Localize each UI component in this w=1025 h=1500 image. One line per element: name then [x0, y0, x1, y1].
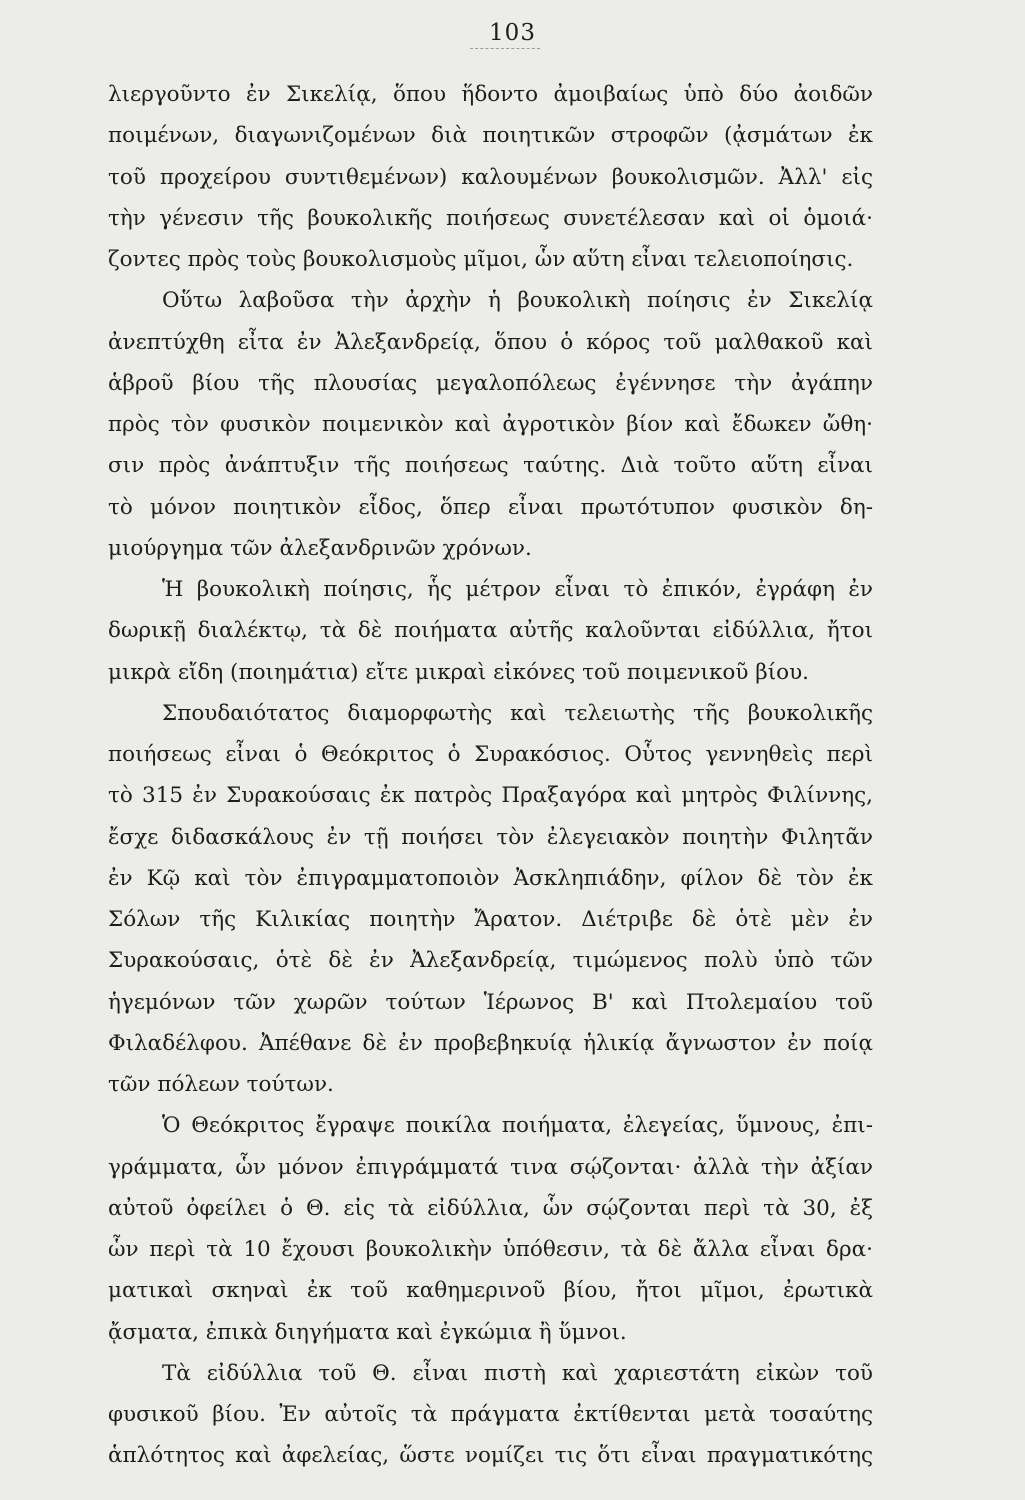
- text-line: πρὸς τὸν φυσικὸν ποιμενικὸν καὶ ἀγροτικὸν βίον καὶ ἔδωκεν ὤθη·: [108, 412, 873, 437]
- text-line: ζοντες πρὸς τοὺς βουκολισμοὺς μῖμοι, ὧν αὕτη εἶναι τελειοποίησις.: [108, 247, 854, 272]
- text-line: Φιλαδέλφου. Ἀπέθανε δὲ ἐν προβεβηκυίᾳ ἡλικίᾳ ἄγνωστον ἐν ποίᾳ: [108, 1030, 873, 1056]
- text-line: τὸ 315 ἐν Συρακούσαις ἐκ πατρὸς Πραξαγόρα καὶ μητρὸς Φιλίννης,: [108, 783, 873, 809]
- text-line: Ὁ Θεόκριτος ἔγραψε ποικίλα ποιήματα, ἐλεγείας, ὕμνους, ἐπι-: [162, 1113, 873, 1139]
- text-line: ὧν περὶ τὰ 10 ἔχουσι βουκολικὴν ὑπόθεσιν, τὰ δὲ ἄλλα εἶναι δρα·: [108, 1237, 873, 1262]
- text-line: ἐν Κῷ καὶ τὸν ἐπιγραμματοποιὸν Ἀσκληπιάδην, φίλον δὲ τὸν ἐκ: [108, 865, 873, 891]
- text-line: Τὰ εἰδύλλια τοῦ Θ. εἶναι πιστὴ καὶ χαριεστάτη εἰκὼν τοῦ: [162, 1360, 873, 1386]
- text-line: ἡγεμόνων τῶν χωρῶν τούτων Ἱέρωνος Β' καὶ Πτολεμαίου τοῦ: [108, 989, 873, 1015]
- text-line: ποιήσεως εἶναι ὁ Θεόκριτος ὁ Συρακόσιος. Οὗτος γεννηθεὶς περὶ: [108, 742, 873, 767]
- text-line: λιεργοῦντο ἐν Σικελίᾳ, ὅπου ἥδοντο ἀμοιβαίως ὑπὸ δύο ἀοιδῶν: [108, 82, 873, 107]
- text-line: Οὕτω λαβοῦσα τὴν ἀρχὴν ἡ βουκολικὴ ποίησις ἐν Σικελίᾳ: [162, 288, 873, 314]
- text-line: τῶν πόλεων τούτων.: [108, 1072, 334, 1097]
- text-line: μιούργημα τῶν ἀλεξανδρινῶν χρόνων.: [108, 535, 532, 561]
- text-line: ἀνεπτύχθη εἶτα ἐν Ἀλεξανδρείᾳ, ὅπου ὁ κόρος τοῦ μαλθακοῦ καὶ: [108, 329, 873, 355]
- text-line: δωρικῇ διαλέκτῳ, τὰ δὲ ποιήματα αὐτῆς καλοῦνται εἰδύλλια, ἤτοι: [108, 618, 873, 644]
- text-line: ἁβροῦ βίου τῆς πλουσίας μεγαλοπόλεως ἐγέννησε τὴν ἀγάπην: [108, 370, 873, 396]
- text-line: μικρὰ εἴδη (ποιημάτια) εἴτε μικραὶ εἰκόνες τοῦ ποιμενικοῦ βίου.: [108, 659, 809, 685]
- text-line: τοῦ προχείρου συντιθεμένων) καλουμένων βουκολισμῶν. Ἀλλ' εἰς: [108, 164, 873, 190]
- text-line: Ἡ βουκολικὴ ποίησις, ἧς μέτρον εἶναι τὸ ἐπικόν, ἐγράφη ἐν: [162, 577, 873, 602]
- page-number: 103: [489, 20, 536, 46]
- text-line: ἁπλότητος καὶ ἀφελείας, ὥστε νομίζει τις ὅτι εἶναι πραγματικότης: [108, 1443, 873, 1469]
- text-line: φυσικοῦ βίου. Ἐν αὐτοῖς τὰ πράγματα ἐκτίθενται μετὰ τοσαύτης: [108, 1402, 873, 1427]
- text-line: Συρακούσαις, ὁτὲ δὲ ἐν Ἀλεξανδρείᾳ, τιμώμενος πολὺ ὑπὸ τῶν: [108, 948, 873, 974]
- text-line: ματικαὶ σκηναὶ ἐκ τοῦ καθημερινοῦ βίου, ἤτοι μῖμοι, ἐρωτικὰ: [108, 1278, 873, 1304]
- text-line: τὸ μόνον ποιητικὸν εἶδος, ὅπερ εἶναι πρωτότυπον φυσικὸν δη-: [108, 494, 873, 520]
- header-rule: [470, 48, 540, 49]
- text-line: γράμματα, ὧν μόνον ἐπιγράμματά τινα σῴζονται· ἀλλὰ τὴν ἀξίαν: [108, 1154, 873, 1180]
- text-line: ᾄσματα, ἐπικὰ διηγήματα καὶ ἐγκώμια ἢ ὕμνοι.: [108, 1319, 627, 1345]
- text-line: σιν πρὸς ἀνάπτυξιν τῆς ποιήσεως ταύτης. Διὰ τοῦτο αὕτη εἶναι: [108, 453, 873, 479]
- text-line: αὐτοῦ ὀφείλει ὁ Θ. εἰς τὰ εἰδύλλια, ὧν σῴζονται περὶ τὰ 30, ἐξ: [108, 1195, 873, 1221]
- text-line: τὴν γένεσιν τῆς βουκολικῆς ποιήσεως συνετέλεσαν καὶ οἱ ὁμοιά·: [108, 205, 873, 231]
- body-text: [108, 74, 873, 1477]
- text-line: Σπουδαιότατος διαμορφωτὴς καὶ τελειωτὴς τῆς βουκολικῆς: [162, 700, 873, 726]
- text-line: ποιμένων, διαγωνιζομένων διὰ ποιητικῶν στροφῶν (ᾀσμάτων ἐκ: [108, 123, 873, 149]
- text-line: Σόλων τῆς Κιλικίας ποιητὴν Ἄρατον. Διέτριβε δὲ ὁτὲ μὲν ἐν: [108, 907, 873, 932]
- text-line: ἔσχε διδασκάλους ἐν τῇ ποιήσει τὸν ἐλεγειακὸν ποιητὴν Φιλητᾶν: [108, 824, 873, 850]
